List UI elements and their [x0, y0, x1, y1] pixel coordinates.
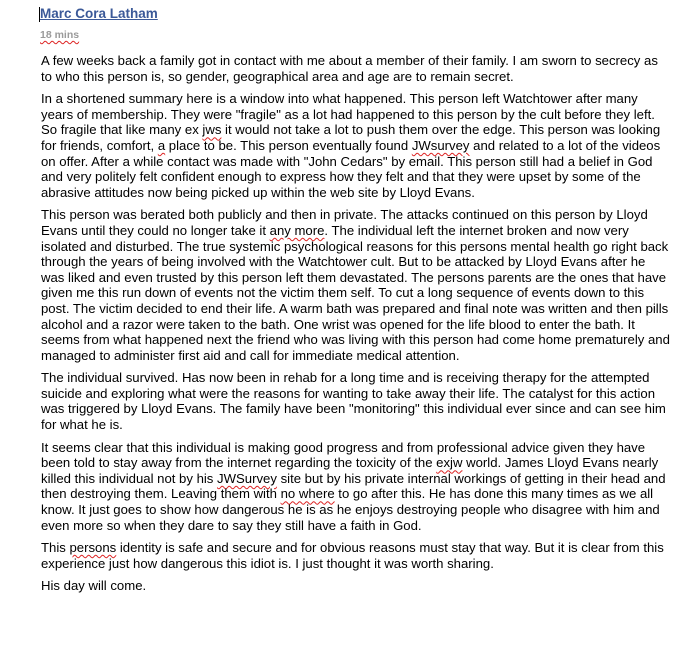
spellcheck-flagged-word: JWsurvey	[411, 137, 470, 153]
paragraph-text: This person was berated both publicly and then in private. The attacks continued on this person by Lloyd Evans until they could no longer take it	[41, 207, 648, 238]
post-paragraph	[41, 370, 671, 432]
paragraph-text: . The individual left the internet broken and now very isolated and disturbed. The true systemic psychological reasons for this persons mental health go right back through the years of being involved with the Watchtower cult. But to be attacked by Lloyd Evans after he was liked and even trusted by this person left them devastated. The persons parents are the ones that have given me this run down of events not the victim them self. To cut a long sequence of events down to this post. The victim decided to end their life. A warm bath was prepared and final note was written and then pills alcohol and a razor were taken to the bath. One wrist was opened for the life blood to enter the bath. It seems from what happened next the friend who was living with this person had come home prematurely and managed to administer first aid and call for immediate medical attention.	[41, 222, 670, 363]
post-paragraph	[41, 540, 671, 571]
paragraph-text: It seems clear that this individual is making good progress and from professional advice given they have been told to stay away from the internet regarding the toxicity of the	[41, 439, 646, 471]
post-body	[41, 53, 671, 601]
paragraph-text: identity is safe and secure and for obvious reasons must stay that way. But it is clear from this experience just how dangerous this idiot is. I just thought it was worth sharing.	[41, 540, 664, 571]
timestamp-text: 18 mins	[40, 29, 80, 41]
post-paragraph	[41, 91, 671, 200]
paragraph-text: This	[41, 540, 70, 556]
paragraph-text: The individual survived. Has now been in rehab for a long time and is receiving therapy for the attempted suicide and exploring what were the reasons for wanting to take away their life. The catalyst for this action was triggered by Lloyd Evans. The family have been "monitoring" this individual ever since and can see him for what he is.	[41, 370, 666, 433]
post-paragraph	[41, 53, 671, 84]
paragraph-text: and related to a lot of the videos on offer. After a while contact was made with "John Cedars" by email. This person still had a belief in God and very politely felt confident enough to express how they felt and that they were upset by some of the abrasive attitudes now being picked up within the web site by Lloyd Evans.	[41, 137, 661, 200]
spellcheck-flagged-word: no where	[280, 486, 335, 502]
post-paragraph	[41, 440, 671, 534]
post-paragraph	[41, 578, 671, 594]
post-timestamp[interactable]	[40, 29, 79, 41]
paragraph-text: A few weeks back a family got in contact with me about a member of their family. I am sworn to secrecy as to who this person is, so gender, geographical area and age are to remain secret.	[41, 53, 658, 84]
paragraph-text: His day will come.	[41, 578, 147, 594]
paragraph-text: In a shortened summary here is a window into what happened. This person left Watchtower after many years of membership. They were "fragile" as a lot had happened to this person by the cult before they left. So fragile that like many ex	[41, 91, 655, 138]
spellcheck-flagged-word: any more	[269, 222, 325, 238]
spellcheck-flagged-word: jws	[202, 122, 222, 138]
spellcheck-flagged-word: exjw	[436, 455, 463, 471]
paragraph-text: site but by his private internal workings of getting in their head and then destroying them. Leaving them with	[41, 470, 666, 502]
spellcheck-flagged-word: JWSurvey	[217, 470, 277, 486]
paragraph-text: to go after this. He has done this many times as we all know. It just goes to show how dangerous he is as he enjoys destroying people who disagree with him and even more so when they dare to say they still have a faith in God.	[41, 486, 660, 533]
spellcheck-flagged-word: persons	[69, 540, 117, 556]
author-name-link[interactable]: Marc Cora Latham	[40, 6, 158, 21]
paragraph-text: it would not take a lot to push them over the edge. This person was looking for friends, comfort,	[41, 122, 661, 153]
paragraph-text: world. James Lloyd Evans nearly killed this individual not by his	[41, 455, 659, 486]
paragraph-text: place to be. This person eventually found	[165, 137, 412, 153]
spellcheck-flagged-word: a	[157, 137, 166, 153]
post-paragraph	[41, 207, 671, 363]
